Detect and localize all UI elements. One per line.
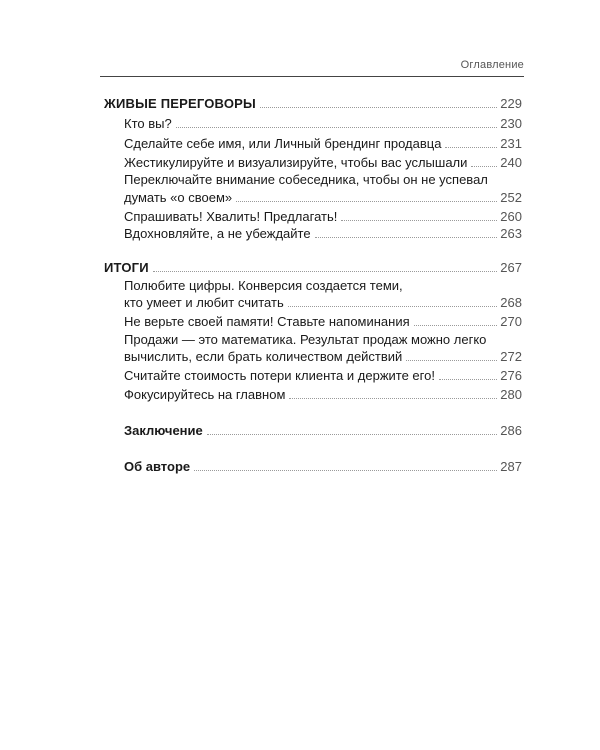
- dot-leader: [471, 166, 497, 167]
- toc-entry-title: Спрашивать! Хвалить! Предлагать!: [124, 209, 338, 224]
- running-header: Оглавление: [460, 59, 524, 71]
- toc-page-number: 280: [500, 387, 522, 402]
- toc-entry[interactable]: [124, 136, 522, 152]
- toc-page-number: 263: [500, 226, 522, 241]
- dot-leader: [341, 220, 497, 221]
- toc-page-number: 230: [500, 116, 522, 131]
- toc-page-number: 240: [500, 155, 522, 170]
- toc-entry[interactable]: [124, 295, 522, 311]
- toc-page-number: 252: [500, 190, 522, 205]
- dot-leader: [260, 107, 497, 108]
- toc-page-number: 260: [500, 209, 522, 224]
- toc-section-title: ЖИВЫЕ ПЕРЕГОВОРЫ: [104, 96, 256, 111]
- toc-section-live[interactable]: [104, 96, 522, 112]
- toc-entry-title: Жестикулируйте и визуализируйте, чтобы вас услышали: [124, 155, 468, 170]
- toc-page-number: 231: [500, 136, 522, 151]
- toc-entry-title: Сделайте себе имя, или Личный брендинг продавца: [124, 136, 442, 151]
- toc-section-results[interactable]: [104, 260, 522, 276]
- toc-entry[interactable]: [124, 387, 522, 403]
- toc-page-number: 268: [500, 295, 522, 310]
- toc-page-number: 286: [500, 423, 522, 438]
- toc-entry-title-line1: Полюбите цифры. Конверсия создается теми,: [124, 278, 403, 293]
- dot-leader: [445, 147, 497, 148]
- toc-entry-title: думать «о своем»: [124, 190, 233, 205]
- toc-entry-title: Считайте стоимость потери клиента и держите его!: [124, 368, 435, 383]
- toc-entry-title: вычислить, если брать количеством действий: [124, 349, 403, 364]
- toc-page-number: 272: [500, 349, 522, 364]
- toc-entry-title: Об авторе: [124, 459, 191, 474]
- toc-page-number: 276: [500, 368, 522, 383]
- dot-leader: [289, 398, 497, 399]
- dot-leader: [406, 360, 497, 361]
- toc-page-number: 267: [500, 260, 522, 275]
- dot-leader: [194, 470, 497, 471]
- dot-leader: [207, 434, 498, 435]
- toc-entry[interactable]: [124, 368, 522, 384]
- toc-entry-title-line1: Переключайте внимание собеседника, чтобы он не успевал: [124, 172, 488, 187]
- toc-page-number: 287: [500, 459, 522, 474]
- toc-entry[interactable]: [124, 314, 522, 330]
- toc-entry-title: Заключение: [124, 423, 203, 438]
- toc-entry[interactable]: [124, 116, 522, 132]
- dot-leader: [414, 325, 498, 326]
- toc-entry[interactable]: [124, 155, 522, 171]
- dot-leader: [236, 201, 497, 202]
- dot-leader: [176, 127, 498, 128]
- toc-entry-title-line1: Продажи — это математика. Результат продаж можно легко: [124, 332, 487, 347]
- dot-leader: [439, 379, 497, 380]
- toc-entry-title: Фокусируйтесь на главном: [124, 387, 286, 402]
- toc-entry-title: Не верьте своей памяти! Ставьте напоминания: [124, 314, 410, 329]
- toc-page-number: 270: [500, 314, 522, 329]
- dot-leader: [153, 271, 498, 272]
- toc-entry-about-author[interactable]: [124, 459, 522, 475]
- toc-entry-title: кто умеет и любит считать: [124, 295, 284, 310]
- toc-page-number: 229: [500, 96, 522, 111]
- toc-section-title: ИТОГИ: [104, 260, 149, 275]
- dot-leader: [315, 237, 498, 238]
- toc-entry-title: Вдохновляйте, а не убеждайте: [124, 226, 311, 241]
- toc-entry-title: Кто вы?: [124, 116, 172, 131]
- toc-entry[interactable]: [124, 190, 522, 206]
- toc-entry[interactable]: [124, 226, 522, 242]
- toc-entry[interactable]: [124, 209, 522, 225]
- dot-leader: [288, 306, 498, 307]
- header-rule: [100, 76, 524, 77]
- toc-entry[interactable]: [124, 349, 522, 365]
- toc-entry-conclusion[interactable]: [124, 423, 522, 439]
